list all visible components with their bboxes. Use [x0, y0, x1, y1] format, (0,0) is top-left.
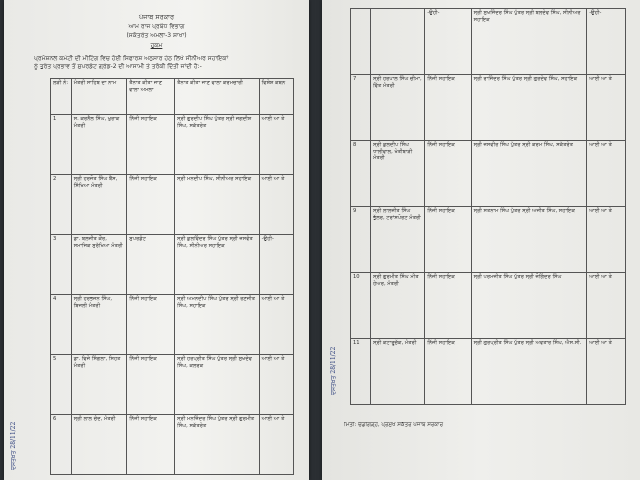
col-header-employee: ਤੈਨਾਤ ਕੀਤਾ ਜਾਣ ਵਾਲਾ ਕਰਮਚਾਰੀ: [175, 79, 260, 115]
cell-post: ਨਿੱਜੀ ਸਹਾਇਕ: [127, 415, 175, 475]
handwritten-signature-left: ਦਸਤਖ਼ਤ 28/11/22: [10, 421, 17, 470]
cell-remarks: ਆਈ ਆ ਤੇ: [259, 415, 293, 475]
cell-serial: 2: [51, 175, 72, 235]
table-row: [51, 115, 294, 175]
cell-remarks: ਆਈ ਆ ਤੇ: [587, 75, 626, 141]
cell-serial: 11: [351, 339, 371, 405]
cell-employee: ਸ੍ਰੀ ਜਸਵੀਰ ਸਿੰਘ ਪੁੱਤਰ ਸ੍ਰੀ ਕਰਮ ਸਿੰਘ, ਸਕੱਤਰੇਤ: [471, 141, 587, 207]
header-branch: (ਸਕੱਤਰੇਤ ਅਮਲਾ-3 ਸ਼ਾਖਾ): [126, 32, 187, 39]
cell-employee: ਸ੍ਰੀ ਰਾਜਿੰਦਰ ਸਿੰਘ ਪੁੱਤਰ ਸ੍ਰੀ ਗੁਰਦੇਵ ਸਿੰਘ, ਸਹਾਇਕ: [471, 75, 587, 141]
cell-minister: ਸ੍ਰੀ ਹਰਜੋਤ ਸਿੰਘ ਬੈਂਸ, ਸਿੱਖਿਆ ਮੰਤਰੀ: [71, 175, 127, 235]
cell-serial: 7: [351, 75, 371, 141]
table-row: [351, 75, 626, 141]
cell-remarks: ਆਈ ਆ ਤੇ: [259, 355, 293, 415]
cell-post: ਸੁਪਰਡੰਟ: [127, 235, 175, 295]
col-header-remarks: ਵਿਸ਼ੇਸ਼ ਕਥਨ: [259, 79, 293, 115]
cell-remarks: ਆਈ ਆ ਤੇ: [259, 115, 293, 175]
cell-serial: [351, 9, 371, 75]
cell-minister: [371, 9, 425, 75]
col-header-minister: ਮੰਤਰੀ ਸਾਹਿਬ ਦਾ ਨਾਮ: [71, 79, 127, 115]
cell-post: ਨਿੱਜੀ ਸਹਾਇਕ: [425, 273, 471, 339]
cell-serial: 4: [51, 295, 72, 355]
table-header-row: [51, 79, 294, 115]
cell-remarks: ਆਈ ਆ ਤੇ: [587, 339, 626, 405]
table-row: [51, 355, 294, 415]
cell-employee: ਸ੍ਰੀ ਅਮਨਦੀਪ ਸਿੰਘ ਪੁੱਤਰ ਸ੍ਰੀ ਰਣਜੀਤ ਸਿੰਘ, ਸਹਾਇਕ: [175, 295, 260, 355]
cell-serial: 3: [51, 235, 72, 295]
cell-post: ਨਿੱਜੀ ਸਹਾਇਕ: [425, 141, 471, 207]
cell-employee: ਸ੍ਰੀ ਮਨਜਿੰਦਰ ਸਿੰਘ ਪੁੱਤਰ ਸ੍ਰੀ ਗੁਰਮੀਤ ਸਿੰਘ, ਸਕੱਤਰੇਤ: [175, 415, 260, 475]
col-header-post: ਤੈਨਾਤ ਕੀਤਾ ਜਾਣ ਵਾਲਾ ਅਮਲਾ: [127, 79, 175, 115]
cell-serial: 1: [51, 115, 72, 175]
cell-remarks: -ਉਹੀ-: [587, 9, 626, 75]
table-row: [351, 339, 626, 405]
cell-remarks: ਆਈ ਆ ਤੇ: [587, 207, 626, 273]
cell-post: ਨਿੱਜੀ ਸਹਾਇਕ: [425, 75, 471, 141]
table-row: [51, 175, 294, 235]
cell-serial: 6: [51, 415, 72, 475]
intro-line-1: ਪ੍ਰਮੋਸ਼ਨਲ ਕਮੇਟੀ ਦੀ ਮੀਟਿੰਗ ਵਿਚ ਹੋਈ ਸਿਫਾਰਸ਼ ਅਨੁਸਾਰ ਹੇਠ ਲਿਖੇ ਸੀਨੀਅਰ ਸਹਾਇਕਾਂ: [34, 55, 229, 62]
header-department: ਆਮ ਰਾਜ ਪ੍ਰਬੰਧ ਵਿਭਾਗ: [128, 23, 185, 30]
cell-post: ਨਿੱਜੀ ਸਹਾਇਕ: [127, 355, 175, 415]
cell-employee: ਸ੍ਰੀ ਗੁਰਪ੍ਰੀਤ ਸਿੰਘ ਪੁੱਤਰ ਸ੍ਰੀ ਅਵਤਾਰ ਸਿੰਘ, ਐਸ.ਸੀ.: [471, 339, 587, 405]
cell-serial: 5: [51, 355, 72, 415]
cell-minister: ਸ੍ਰੀ ਕਟਾਰੂਚੱਕ, ਮੰਤਰੀ: [371, 339, 425, 405]
table-row: [51, 235, 294, 295]
table-row: [351, 207, 626, 273]
table-row: [51, 415, 294, 475]
cell-remarks: ਆਈ ਆ ਤੇ: [587, 273, 626, 339]
cell-post: ਨਿੱਜੀ ਸਹਾਇਕ: [425, 207, 471, 273]
table-row: [351, 9, 626, 75]
document-page-right: [322, 0, 640, 480]
cell-minister: ਸ੍ਰੀ ਕੁਲਦੀਪ ਸਿੰਘ ਧਾਲੀਵਾਲ, ਖੇਤੀਬਾੜੀ ਮੰਤਰੀ: [371, 141, 425, 207]
cell-remarks: ਆਈ ਆ ਤੇ: [587, 141, 626, 207]
cell-post: ਨਿੱਜੀ ਸਹਾਇਕ: [127, 295, 175, 355]
cell-post: ਨਿੱਜੀ ਸਹਾਇਕ: [425, 339, 471, 405]
cell-minister: ਡਾ. ਵਿਜੇ ਸਿੰਗਲਾ, ਸਿਹਤ ਮੰਤਰੀ: [71, 355, 127, 415]
cell-post: ਨਿੱਜੀ ਸਹਾਇਕ: [127, 115, 175, 175]
cell-post: ਨਿੱਜੀ ਸਹਾਇਕ: [127, 175, 175, 235]
cell-employee: ਸ੍ਰੀ ਪਰਮਜੀਤ ਸਿੰਘ ਪੁੱਤਰ ਸ੍ਰੀ ਜੋਗਿੰਦਰ ਸਿੰਘ: [471, 273, 587, 339]
cell-remarks: ਆਈ ਆ ਤੇ: [259, 295, 293, 355]
footer-note: ਮਿਤੀ: ਚੰਡੀਗੜ੍ਹ, ਪ੍ਰਮੁੱਖ ਸਕੱਤਰ ਪੰਜਾਬ ਸਰਕਾਰ: [344, 422, 444, 428]
assignment-table-left: [50, 78, 294, 475]
cell-minister: ਸ੍ਰੀ ਹਰਭਜਨ ਸਿੰਘ, ਬਿਜਲੀ ਮੰਤਰੀ: [71, 295, 127, 355]
cell-minister: ਸ੍ਰੀ ਗੁਰਮੀਤ ਸਿੰਘ ਮੀਤ ਹੇਅਰ, ਮੰਤਰੀ: [371, 273, 425, 339]
header-order: ਹੁਕਮ: [150, 42, 163, 49]
cell-serial: 9: [351, 207, 371, 273]
cell-employee: ਸ੍ਰੀ ਹਰਪ੍ਰੀਤ ਸਿੰਘ ਪੁੱਤਰ ਸ੍ਰੀ ਸੁਖਦੇਵ ਸਿੰਘ, ਕਲਰਕ: [175, 355, 260, 415]
handwritten-signature-right: ਦਸਤਖ਼ਤ 28/11/22: [330, 346, 337, 395]
cell-remarks: -ਉਹੀ-: [259, 235, 293, 295]
table-row: [351, 141, 626, 207]
cell-minister: ਸ੍ਰੀ ਲਾਲਜੀਤ ਸਿੰਘ ਭੁੱਲਰ, ਟਰਾਂਸਪੋਰਟ ਮੰਤਰੀ: [371, 207, 425, 273]
header-government: ਪੰਜਾਬ ਸਰਕਾਰ: [138, 14, 175, 21]
document-page-left: [4, 0, 309, 480]
cell-employee: ਸ੍ਰੀ ਮਨਦੀਪ ਸਿੰਘ, ਸੀਨੀਅਰ ਸਹਾਇਕ: [175, 175, 260, 235]
cell-remarks: ਆਈ ਆ ਤੇ: [259, 175, 293, 235]
col-header-serial: ਲੜੀ ਨੰ:: [51, 79, 72, 115]
cell-employee: ਸ੍ਰੀ ਸਤਨਾਮ ਸਿੰਘ ਪੁੱਤਰ ਸ੍ਰੀ ਅਜੀਤ ਸਿੰਘ, ਸਹਾਇਕ: [471, 207, 587, 273]
assignment-table-right: [350, 8, 626, 405]
cell-serial: 10: [351, 273, 371, 339]
cell-minister: ਡਾ. ਬਲਜੀਤ ਕੌਰ, ਸਮਾਜਿਕ ਸੁਰੱਖਿਆ ਮੰਤਰੀ: [71, 235, 127, 295]
cell-post: -ਉਹੀ-: [425, 9, 471, 75]
intro-line-2: ਨੂੰ ਤੁਰੰਤ ਪ੍ਰਭਾਵ ਤੋਂ ਸੁਪਰਡੰਟ ਗ੍ਰੇਡ-2 ਦੀ ਆਸਾਮੀ ਤੇ ਤਰੱਕੀ ਦਿੱਤੀ ਜਾਂਦੀ ਹੈ:-: [34, 63, 202, 70]
table-row: [351, 273, 626, 339]
cell-minister: ਸ੍ਰੀ ਲਾਲ ਚੰਦ, ਮੰਤਰੀ: [71, 415, 127, 475]
cell-minister: ਸ੍ਰੀ ਹਰਪਾਲ ਸਿੰਘ ਚੀਮਾ, ਵਿੱਤ ਮੰਤਰੀ: [371, 75, 425, 141]
table-row: [51, 295, 294, 355]
cell-serial: 8: [351, 141, 371, 207]
cell-employee: ਸ੍ਰੀ ਕੁਲਵਿੰਦਰ ਸਿੰਘ ਪੁੱਤਰ ਸ੍ਰੀ ਜਸਵੰਤ ਸਿੰਘ, ਸੀਨੀਅਰ ਸਹਾਇਕ: [175, 235, 260, 295]
cell-minister: ਸ. ਕਰਨੈਲ ਸਿੰਘ, ਖੁਰਾਕ ਮੰਤਰੀ: [71, 115, 127, 175]
cell-employee: ਸ੍ਰੀ ਸੁਖਜਿੰਦਰ ਸਿੰਘ ਪੁੱਤਰ ਸ੍ਰੀ ਬਲਦੇਵ ਸਿੰਘ, ਸੀਨੀਅਰ ਸਹਾਇਕ: [471, 9, 587, 75]
cell-employee: ਸ੍ਰੀ ਗੁਰਦੀਪ ਸਿੰਘ ਪੁੱਤਰ ਸ੍ਰੀ ਜਗਦੀਸ਼ ਸਿੰਘ, ਸਕੱਤਰੇਤ: [175, 115, 260, 175]
